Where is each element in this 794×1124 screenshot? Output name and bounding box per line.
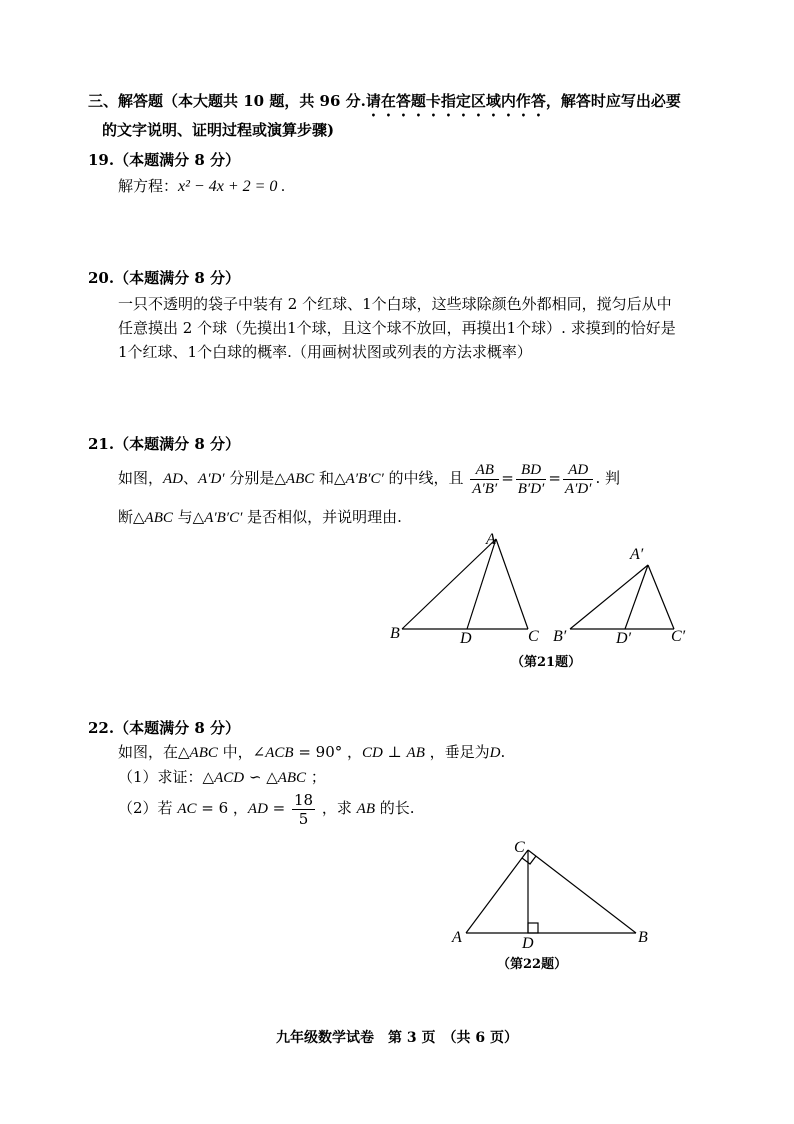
equals-sign: =: [548, 469, 561, 487]
label-a: A: [452, 929, 462, 946]
q20-line2: 任意摸出 2 个球（先摸出1个球，且这个球不放回，再摸出1个球）. 求摸到的恰好是: [118, 319, 676, 337]
q21-fraction-2: [516, 461, 547, 498]
q22-text: =: [267, 799, 291, 817]
q21-caption: （第21题）: [511, 655, 582, 670]
q22-text: （2）若: [118, 799, 178, 817]
label-a-prime: A′: [630, 546, 644, 563]
q22-text: ；: [306, 768, 326, 786]
q21-fraction-3: [563, 461, 594, 498]
segment-a2c2: [648, 565, 674, 629]
q21-fraction-1: [470, 461, 499, 498]
fraction-denominator: 5: [298, 809, 309, 828]
q22-text: 中，∠: [217, 743, 266, 761]
label-c: C: [514, 839, 525, 856]
q22-text: ∽ △: [244, 768, 278, 786]
q20-header: 20.（本题满分 8 分）: [88, 269, 240, 287]
q22-math: AB: [356, 801, 375, 817]
label-c-prime: C′: [671, 628, 686, 645]
q19-body: [118, 175, 285, 196]
q22-math: AC: [177, 801, 197, 817]
q19-prompt: 解方程：: [118, 177, 179, 195]
q21-math: ABC: [144, 510, 173, 526]
label-d: D: [460, 630, 472, 647]
q21-math: A′B′C′: [204, 510, 243, 526]
section-title-part1: 三、解答题（本大题共 10 题，共 96 分.: [88, 92, 366, 110]
label-b: B: [638, 929, 648, 946]
q22-text: = 90° ，: [293, 743, 363, 761]
q21-math: ABC: [285, 471, 315, 487]
fraction-numerator: AD: [563, 461, 594, 480]
q22-fraction: [292, 791, 315, 828]
equals-sign: =: [501, 469, 514, 487]
q21-header: 21.（本题满分 8 分）: [88, 435, 240, 453]
q21-text: 、: [183, 469, 199, 487]
section-title-emphasis: 请在答题卡指定区域内作答: [365, 92, 546, 110]
q22-math: ABC: [189, 745, 218, 761]
q21-text: 分别是△: [224, 469, 286, 487]
q21-math: A′D′: [198, 471, 225, 487]
fraction-denominator: A′B′: [472, 480, 498, 497]
q22-math: AB: [406, 745, 425, 761]
q22-line1: [118, 741, 505, 762]
q22-math: D: [489, 745, 501, 761]
q22-text: .: [500, 743, 506, 761]
q21-text: 的中线，且: [383, 469, 469, 487]
segment-ac: [496, 539, 528, 629]
q22-text: ，垂足为: [424, 743, 490, 761]
section-title-line2: 的文字说明、证明过程或演算步骤): [102, 121, 335, 139]
q20-line3: 1个红球、1个白球的概率.（用画树状图或列表的方法求概率）: [118, 343, 532, 361]
label-d: D: [522, 935, 534, 952]
q22-caption: （第22题）: [497, 957, 568, 972]
q22-text: ⊥: [382, 743, 407, 761]
right-angle-mark-d: [528, 923, 538, 933]
fraction-numerator: AB: [470, 461, 499, 480]
q22-header: 22.（本题满分 8 分）: [88, 719, 240, 737]
triangle-abc-prime: [570, 565, 674, 629]
q21-text: . 判: [595, 469, 621, 487]
label-a: A: [486, 531, 496, 548]
q22-text: 如图，在△: [118, 743, 190, 761]
q22-text: = 6 ，: [196, 799, 248, 817]
q22-math: CD: [362, 745, 383, 761]
section-title-part2: ，解答时应写出必要: [545, 92, 681, 110]
triangle-abc: [402, 539, 528, 629]
segment-cb: [528, 850, 636, 933]
fraction-denominator: A′D′: [564, 480, 592, 497]
q22-figure: [440, 830, 670, 980]
q21-text: 如图，: [118, 469, 164, 487]
q21-math: A′B′C′: [345, 471, 384, 487]
q22-math: ACB: [265, 745, 294, 761]
section-title: [88, 90, 681, 120]
q22-text: 的长.: [374, 799, 415, 817]
segment-ac: [466, 850, 528, 933]
q22-text: （1）求证：△: [118, 768, 215, 786]
q22-math: AD: [247, 801, 268, 817]
q22-math: ABC: [277, 770, 307, 786]
label-d-prime: D′: [616, 630, 632, 647]
fraction-numerator: 18: [294, 790, 314, 809]
q21-text: 和△: [314, 469, 346, 487]
q21-text: 断△: [118, 508, 145, 526]
q22-text: ，求: [317, 799, 357, 817]
right-triangle-abc: [466, 850, 636, 933]
right-angle-mark-c: [522, 856, 536, 864]
q20-line1: 一只不透明的袋子中装有 2 个红球、1个白球，这些球除颜色外都相同，搅匀后从中: [118, 295, 672, 313]
q19-header: 19.（本题满分 8 分）: [88, 151, 240, 169]
q22-part1: [118, 766, 326, 787]
page-footer: 九年级数学试卷 第 3 页 （共 6 页）: [276, 1030, 518, 1046]
q21-math: AD: [163, 471, 184, 487]
fraction-denominator: B′D′: [517, 480, 545, 497]
q21-line2: [118, 506, 402, 527]
label-c: C: [528, 628, 539, 645]
q21-line1: [118, 456, 620, 501]
q19-equation: x² − 4x + 2 = 0 .: [178, 178, 286, 195]
q21-figure: [380, 525, 720, 675]
q21-text: 是否相似，并说明理由.: [242, 508, 402, 526]
label-b: B: [390, 625, 400, 642]
q22-math: ACD: [214, 770, 245, 786]
q21-text: 与△: [172, 508, 205, 526]
q22-part2: [118, 786, 415, 831]
fraction-numerator: BD: [516, 461, 547, 480]
label-b-prime: B′: [553, 628, 567, 645]
